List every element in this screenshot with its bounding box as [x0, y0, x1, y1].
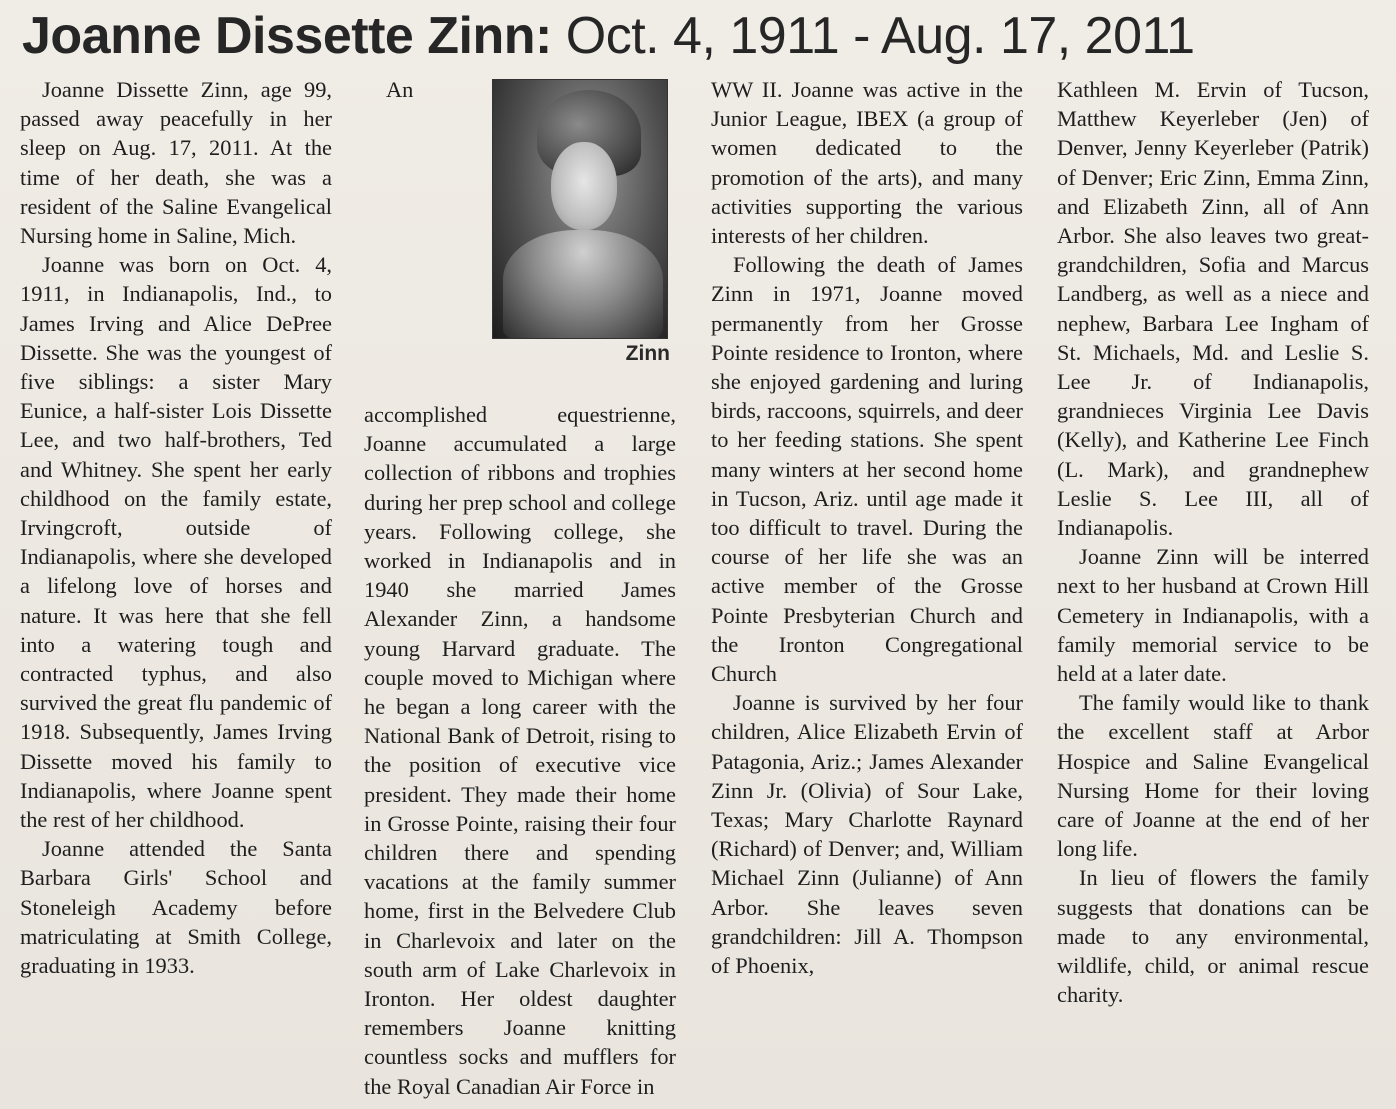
paragraph-thanks: The family would like to thank the excellent staff at Arbor Hospice and Saline Evangelical Nursing Home for their loving care of Joanne at the end of her long life. — [1057, 690, 1369, 862]
article-column-3 — [711, 75, 1023, 980]
paragraph-early-life: Joanne was born on Oct. 4, 1911, in Indianapolis, Ind., to James Irving and Alice DePree Dissette. She was the youngest of five siblings: a sister Mary Eunice, a half-sister Lois Dissette Lee, and two half-brothers, Ted and Whitney. She spent her early childhood on the family estate, Irvingcroft, outside of Indianapolis, where she developed a lifelong love of horses and nature. It was here that she fell into a watering tough and contracted typhus, and also survived the great flu pandemic of 1918. Subsequently, James Irving Dissette moved his family to Indianapolis, where Joanne spent the rest of her childhood. — [20, 252, 332, 833]
photo-caption: Zinn — [625, 342, 670, 365]
article-column-1 — [20, 75, 332, 980]
paragraph-equestrienne: An accomplished equestrienne, Joanne accumulated a large collection of ribbons and trophies during her prep school and college years. Following college, she worked in Indianapolis and in 1940 she married James Alexander Zinn, a handsome young Harvard graduate. The couple moved to Michigan where he began a long career with the National Bank of Detroit, rising to the position of executive vice president. They made their home in Grosse Pointe, raising their four children there and spending vacations at the family summer home, first in the Belvedere Club in Charlevoix and later on the south arm of Lake Charlevoix in Ironton. Her oldest daughter remembers Joanne knitting countless socks and mufflers for the Royal Canadian Air Force in — [364, 77, 676, 1099]
portrait-figure — [492, 75, 676, 400]
article-column-4 — [1057, 75, 1369, 1010]
paragraph-later-life: Following the death of James Zinn in 1971, Joanne moved permanently from her Grosse Pointe residence to Ironton, where she enjoyed gardening and luring birds, raccoons, squirrels, and deer to her feeding stations. She spent many winters at her second home in Tucson, Ariz. until age made it too difficult to travel. During the course of her life she was an active member of the Grosse Pointe Presbyterian Church and the Ironton Congregational Church — [711, 252, 1023, 687]
article-column-2 — [364, 75, 676, 1101]
paragraph-donations: In lieu of flowers the family suggests that donations can be made to any environmental, wildlife, child, or animal rescue charity. — [1057, 865, 1369, 1008]
paragraph-survivors: Joanne is survived by her four children, Alice Elizabeth Ervin of Patagonia, Ariz.; James Alexander Zinn Jr. (Olivia) of Sour Lake, Texas; Mary Charlotte Raynard (Richard) of Denver; and, William Michael Zinn (Julianne) of Ann Arbor. She leaves seven grandchildren: Jill A. Thompson of Phoenix, — [711, 690, 1023, 979]
headline-name: Joanne Dissette Zinn: — [22, 7, 552, 65]
portrait-photo — [492, 79, 668, 339]
paragraph-education: Joanne attended the Santa Barbara Girls' School and Stoneleigh Academy before matriculating at Smith College, graduating in 1933. — [20, 836, 332, 979]
paragraph-interment: Joanne Zinn will be interred next to her husband at Crown Hill Cemetery in Indianapolis, with a family memorial service to be held at a later date. — [1057, 544, 1369, 687]
headline — [22, 4, 1382, 70]
headline-dates: Oct. 4, 1911 - Aug. 17, 2011 — [565, 7, 1195, 65]
paragraph-intro: Joanne Dissette Zinn, age 99, passed away peacefully in her sleep on Aug. 17, 2011. At the time of her death, she was a resident of the Saline Evangelical Nursing home in Saline, Mich. — [20, 77, 332, 249]
paragraph-activities: WW II. Joanne was active in the Junior League, IBEX (a group of women dedicated to the promotion of the arts), and many activities supporting the various interests of her children. — [711, 77, 1023, 249]
paragraph-relatives: Kathleen M. Ervin of Tucson, Matthew Keyerleber (Jen) of Denver, Jenny Keyerleber (Patrik) of Denver; Eric Zinn, Emma Zinn, and Elizabeth Zinn, all of Ann Arbor. She also leaves two great-grandchildren, Sofia and Marcus Landberg, as well as a niece and nephew, Barbara Lee Ingham of St. Michaels, Md. and Leslie S. Lee Jr. of Indianapolis, grandnieces Virginia Lee Davis (Kelly), and Katherine Lee Finch (L. Mark), and grandnephew Leslie S. Lee III, all of Indianapolis. — [1057, 77, 1369, 541]
